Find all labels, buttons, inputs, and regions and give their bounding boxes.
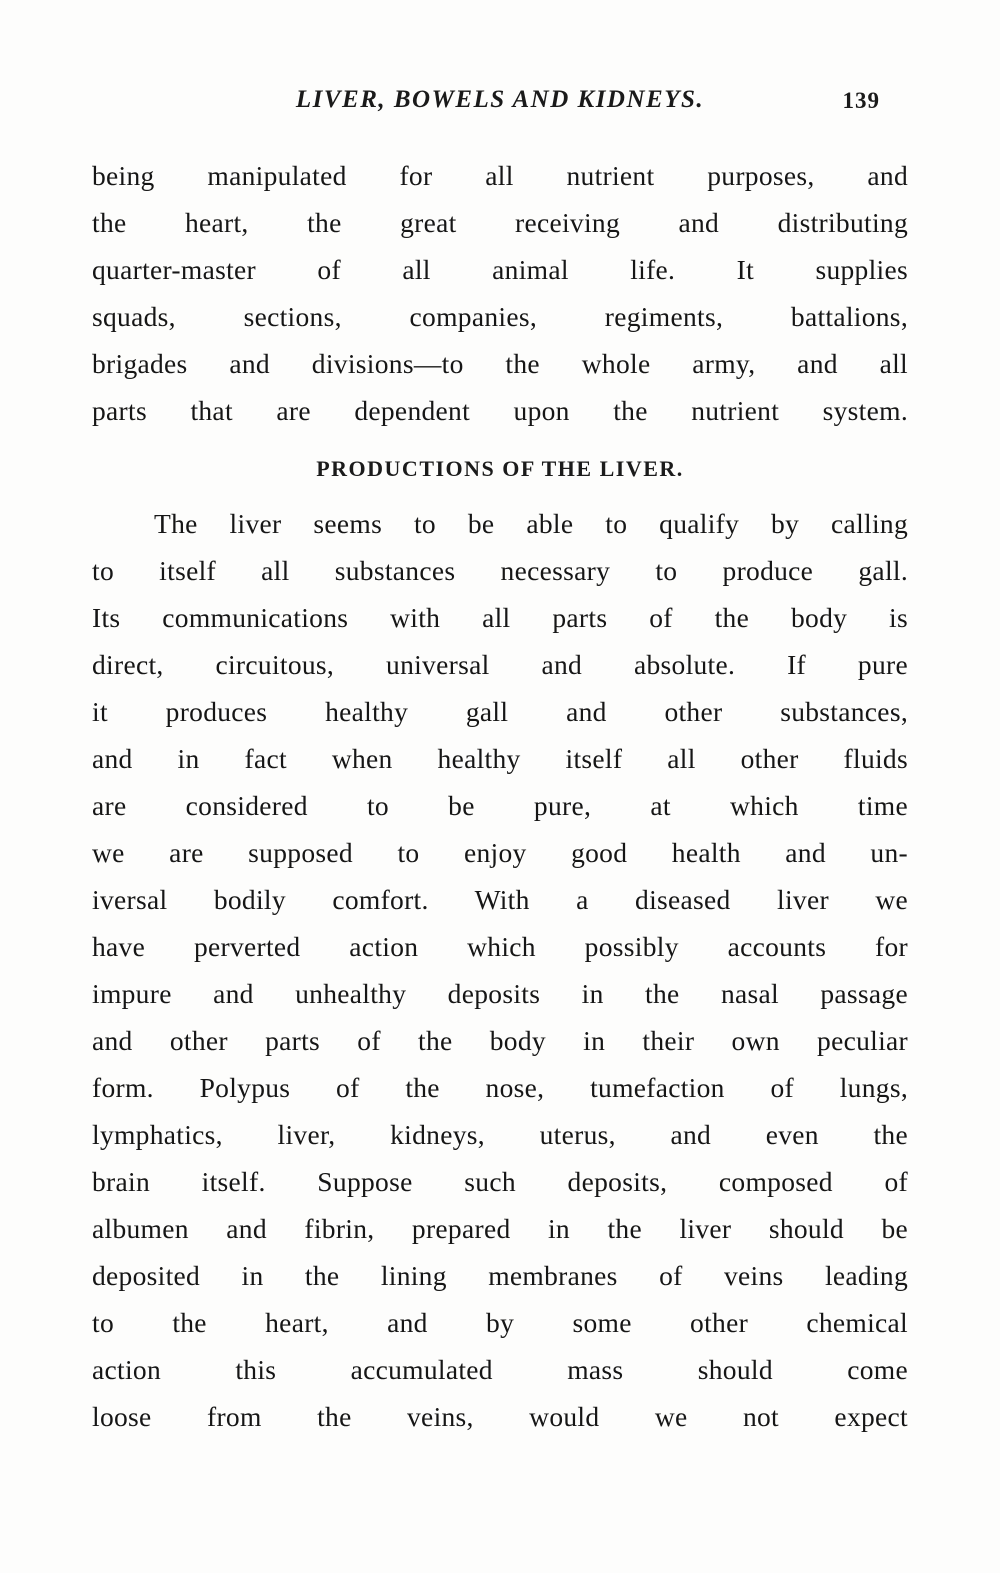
text-line: quarter-master of all animal life. It supplies bbox=[92, 254, 908, 285]
running-title: LIVER, BOWELS AND KIDNEYS. bbox=[295, 86, 705, 113]
page-number: 139 bbox=[842, 88, 880, 113]
text-line: to the heart, and by some other chemical bbox=[92, 1307, 908, 1338]
text-line: squads, sections, companies, regiments, battalions, bbox=[92, 301, 908, 332]
text-line: and other parts of the body in their own peculiar bbox=[92, 1025, 908, 1056]
text-line: the heart, the great receiving and distributing bbox=[92, 207, 908, 238]
text-line: action this accumulated mass should come bbox=[92, 1354, 908, 1385]
text-line: have perverted action which possibly accounts for bbox=[92, 931, 908, 962]
text-line: it produces healthy gall and other substances, bbox=[92, 696, 908, 727]
text-line: albumen and fibrin, prepared in the liver should be bbox=[92, 1213, 908, 1244]
text-line: impure and unhealthy deposits in the nasal passage bbox=[92, 978, 908, 1009]
paragraph-productions-of-the-liver bbox=[92, 500, 908, 1440]
text-line: to itself all substances necessary to produce gall. bbox=[92, 555, 908, 586]
text-line: lymphatics, liver, kidneys, uterus, and even the bbox=[92, 1119, 908, 1150]
text-line: Its communications with all parts of the body is bbox=[92, 602, 908, 633]
text-line: loose from the veins, would we not expect bbox=[92, 1401, 908, 1432]
text-line: The liver seems to be able to qualify by calling bbox=[154, 508, 908, 539]
paragraph-continuation bbox=[92, 152, 908, 434]
text-line: parts that are dependent upon the nutrient system. bbox=[92, 395, 908, 426]
page-header bbox=[92, 86, 908, 120]
text-line: form. Polypus of the nose, tumefaction of lungs, bbox=[92, 1072, 908, 1103]
section-heading: PRODUCTIONS OF THE LIVER. bbox=[316, 456, 684, 481]
text-line: deposited in the lining membranes of veins leading bbox=[92, 1260, 908, 1291]
text-line: and in fact when healthy itself all other fluids bbox=[92, 743, 908, 774]
text-line: brain itself. Suppose such deposits, composed of bbox=[92, 1166, 908, 1197]
text-line: being manipulated for all nutrient purposes, and bbox=[92, 160, 908, 191]
text-line: are considered to be pure, at which time bbox=[92, 790, 908, 821]
text-line: brigades and divisions—to the whole army, and all bbox=[92, 348, 908, 379]
text-line: iversal bodily comfort. With a diseased liver we bbox=[92, 884, 908, 915]
text-line: we are supposed to enjoy good health and un- bbox=[92, 837, 908, 868]
text-line: direct, circuitous, universal and absolute. If pure bbox=[92, 649, 908, 680]
